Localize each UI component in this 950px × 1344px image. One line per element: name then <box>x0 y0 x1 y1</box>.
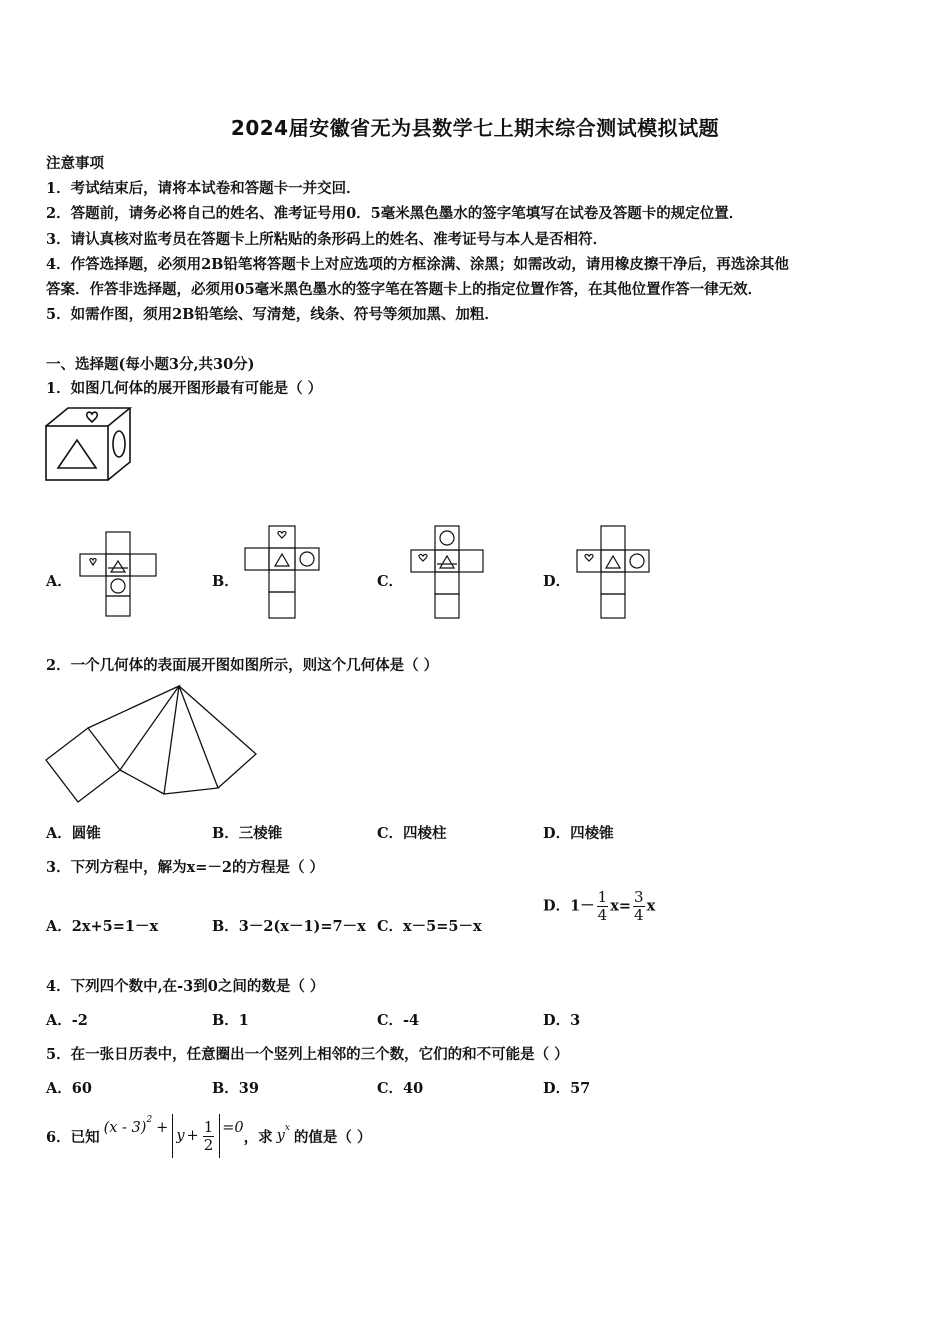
question-1-stem: 1．如图几何体的展开图形最有可能是（ ） <box>46 380 323 397</box>
q3-option-d[interactable] <box>543 889 655 924</box>
net-option-c[interactable] <box>409 524 489 620</box>
fraction-denominator: 4 <box>634 906 644 924</box>
fraction-denominator: 2 <box>203 1135 214 1154</box>
cube-figure <box>44 404 134 484</box>
notice-item: 2．答题前，请务必将自己的姓名、准考证号用0．5毫米黑色墨水的签字笔填写在试卷及答题卡的规定位置． <box>46 205 744 222</box>
q6-suffix: 的值是（ ） <box>293 1128 372 1146</box>
notice-item: 4．作答选择题，必须用2B铅笔将答题卡上对应选项的方框涂满、涂黑；如需改动，请用橡皮擦干净后，再选涂其他 <box>46 256 789 273</box>
q5-option-c[interactable]: C．40 <box>377 1080 424 1097</box>
q4-option-d[interactable]: D．3 <box>543 1012 581 1029</box>
q6-expr-left: (x - 3) <box>103 1120 147 1136</box>
q6-pow-exp: x <box>284 1123 290 1133</box>
notice-item: 答案．作答非选择题，必须用05毫米黑色墨水的签字笔在答题卡上的指定位置作答，在其他位置作答一律无效． <box>46 281 763 298</box>
q4-option-a[interactable]: A．-2 <box>46 1012 88 1029</box>
q2-option-a[interactable]: A．圆锥 <box>46 825 101 842</box>
q4-option-c[interactable]: C．-4 <box>377 1012 420 1029</box>
notice-item: 3．请认真核对监考员在答题卡上所粘贴的条形码上的姓名、准考证号与本人是否相符． <box>46 231 608 248</box>
q2-option-d[interactable]: D．四棱锥 <box>543 825 614 842</box>
q2-option-b[interactable]: B．三棱锥 <box>212 825 283 842</box>
q3-d-mid: x= <box>610 897 632 915</box>
q6-abs-value <box>172 1114 220 1158</box>
fraction-denominator: 4 <box>597 906 608 924</box>
fraction <box>633 889 645 924</box>
notice-item: 5．如需作图，须用2B铅笔绘、写清楚，线条、符号等须加黑、加粗． <box>46 306 499 323</box>
notice-heading: 注意事项 <box>46 155 104 172</box>
q6-plus: + <box>156 1120 169 1136</box>
q3-option-c[interactable]: C．x－5=5－x <box>377 918 482 935</box>
section-heading: 一、选择题(每小题3分,共30分) <box>46 356 255 373</box>
pyramid-net-figure <box>44 684 260 808</box>
fraction-numerator: 3 <box>634 888 644 906</box>
q1-option-d-label[interactable]: D． <box>543 573 571 590</box>
q3-d-suffix: x <box>646 897 656 915</box>
q4-option-b[interactable]: B．1 <box>212 1012 249 1029</box>
q5-option-d[interactable]: D．57 <box>543 1080 591 1097</box>
net-option-a[interactable] <box>78 530 160 618</box>
page-title: 2024届安徽省无为县数学七上期末综合测试模拟试题 <box>230 116 720 140</box>
q6-equals: =0 <box>222 1120 244 1136</box>
fraction <box>203 1119 215 1154</box>
notice-item: 1．考试结束后，请将本试卷和答题卡一并交回． <box>46 180 361 197</box>
question-6-stem <box>46 1111 371 1161</box>
question-4-stem: 4．下列四个数中,在-3到0之间的数是（ ） <box>46 978 325 995</box>
q3-option-b[interactable]: B．3－2(x－1)=7－x <box>212 918 366 935</box>
q6-exponent: 2 <box>146 1115 153 1125</box>
q6-prefix: 6．已知 <box>46 1128 100 1146</box>
q5-option-b[interactable]: B．39 <box>212 1080 259 1097</box>
q6-mid: ，求 <box>243 1128 273 1146</box>
q3-option-a[interactable]: A．2x+5=1－x <box>46 918 159 935</box>
fraction-numerator: 1 <box>203 1117 214 1136</box>
question-5-stem: 5．在一张日历表中，任意圈出一个竖列上相邻的三个数，它们的和不可能是（ ） <box>46 1046 569 1063</box>
q6-abs-plus: + <box>186 1128 199 1144</box>
q1-option-a-label[interactable]: A． <box>46 573 72 590</box>
q6-pow-base: y <box>276 1128 285 1144</box>
q1-option-c-label[interactable]: C． <box>377 573 404 590</box>
question-2-stem: 2．一个几何体的表面展开图如图所示，则这个几何体是（ ） <box>46 657 439 674</box>
q2-option-c[interactable]: C．四棱柱 <box>377 825 447 842</box>
question-3-stem: 3．下列方程中，解为x=－2的方程是（ ） <box>46 859 325 876</box>
q3-d-prefix: D．1－ <box>543 897 595 915</box>
net-option-d[interactable] <box>575 524 655 620</box>
q1-option-b-label[interactable]: B． <box>212 573 239 590</box>
fraction <box>597 889 609 924</box>
q5-option-a[interactable]: A．60 <box>46 1080 92 1097</box>
net-option-b[interactable] <box>243 524 323 620</box>
fraction-numerator: 1 <box>597 888 608 906</box>
q6-abs-var: y <box>176 1128 185 1144</box>
